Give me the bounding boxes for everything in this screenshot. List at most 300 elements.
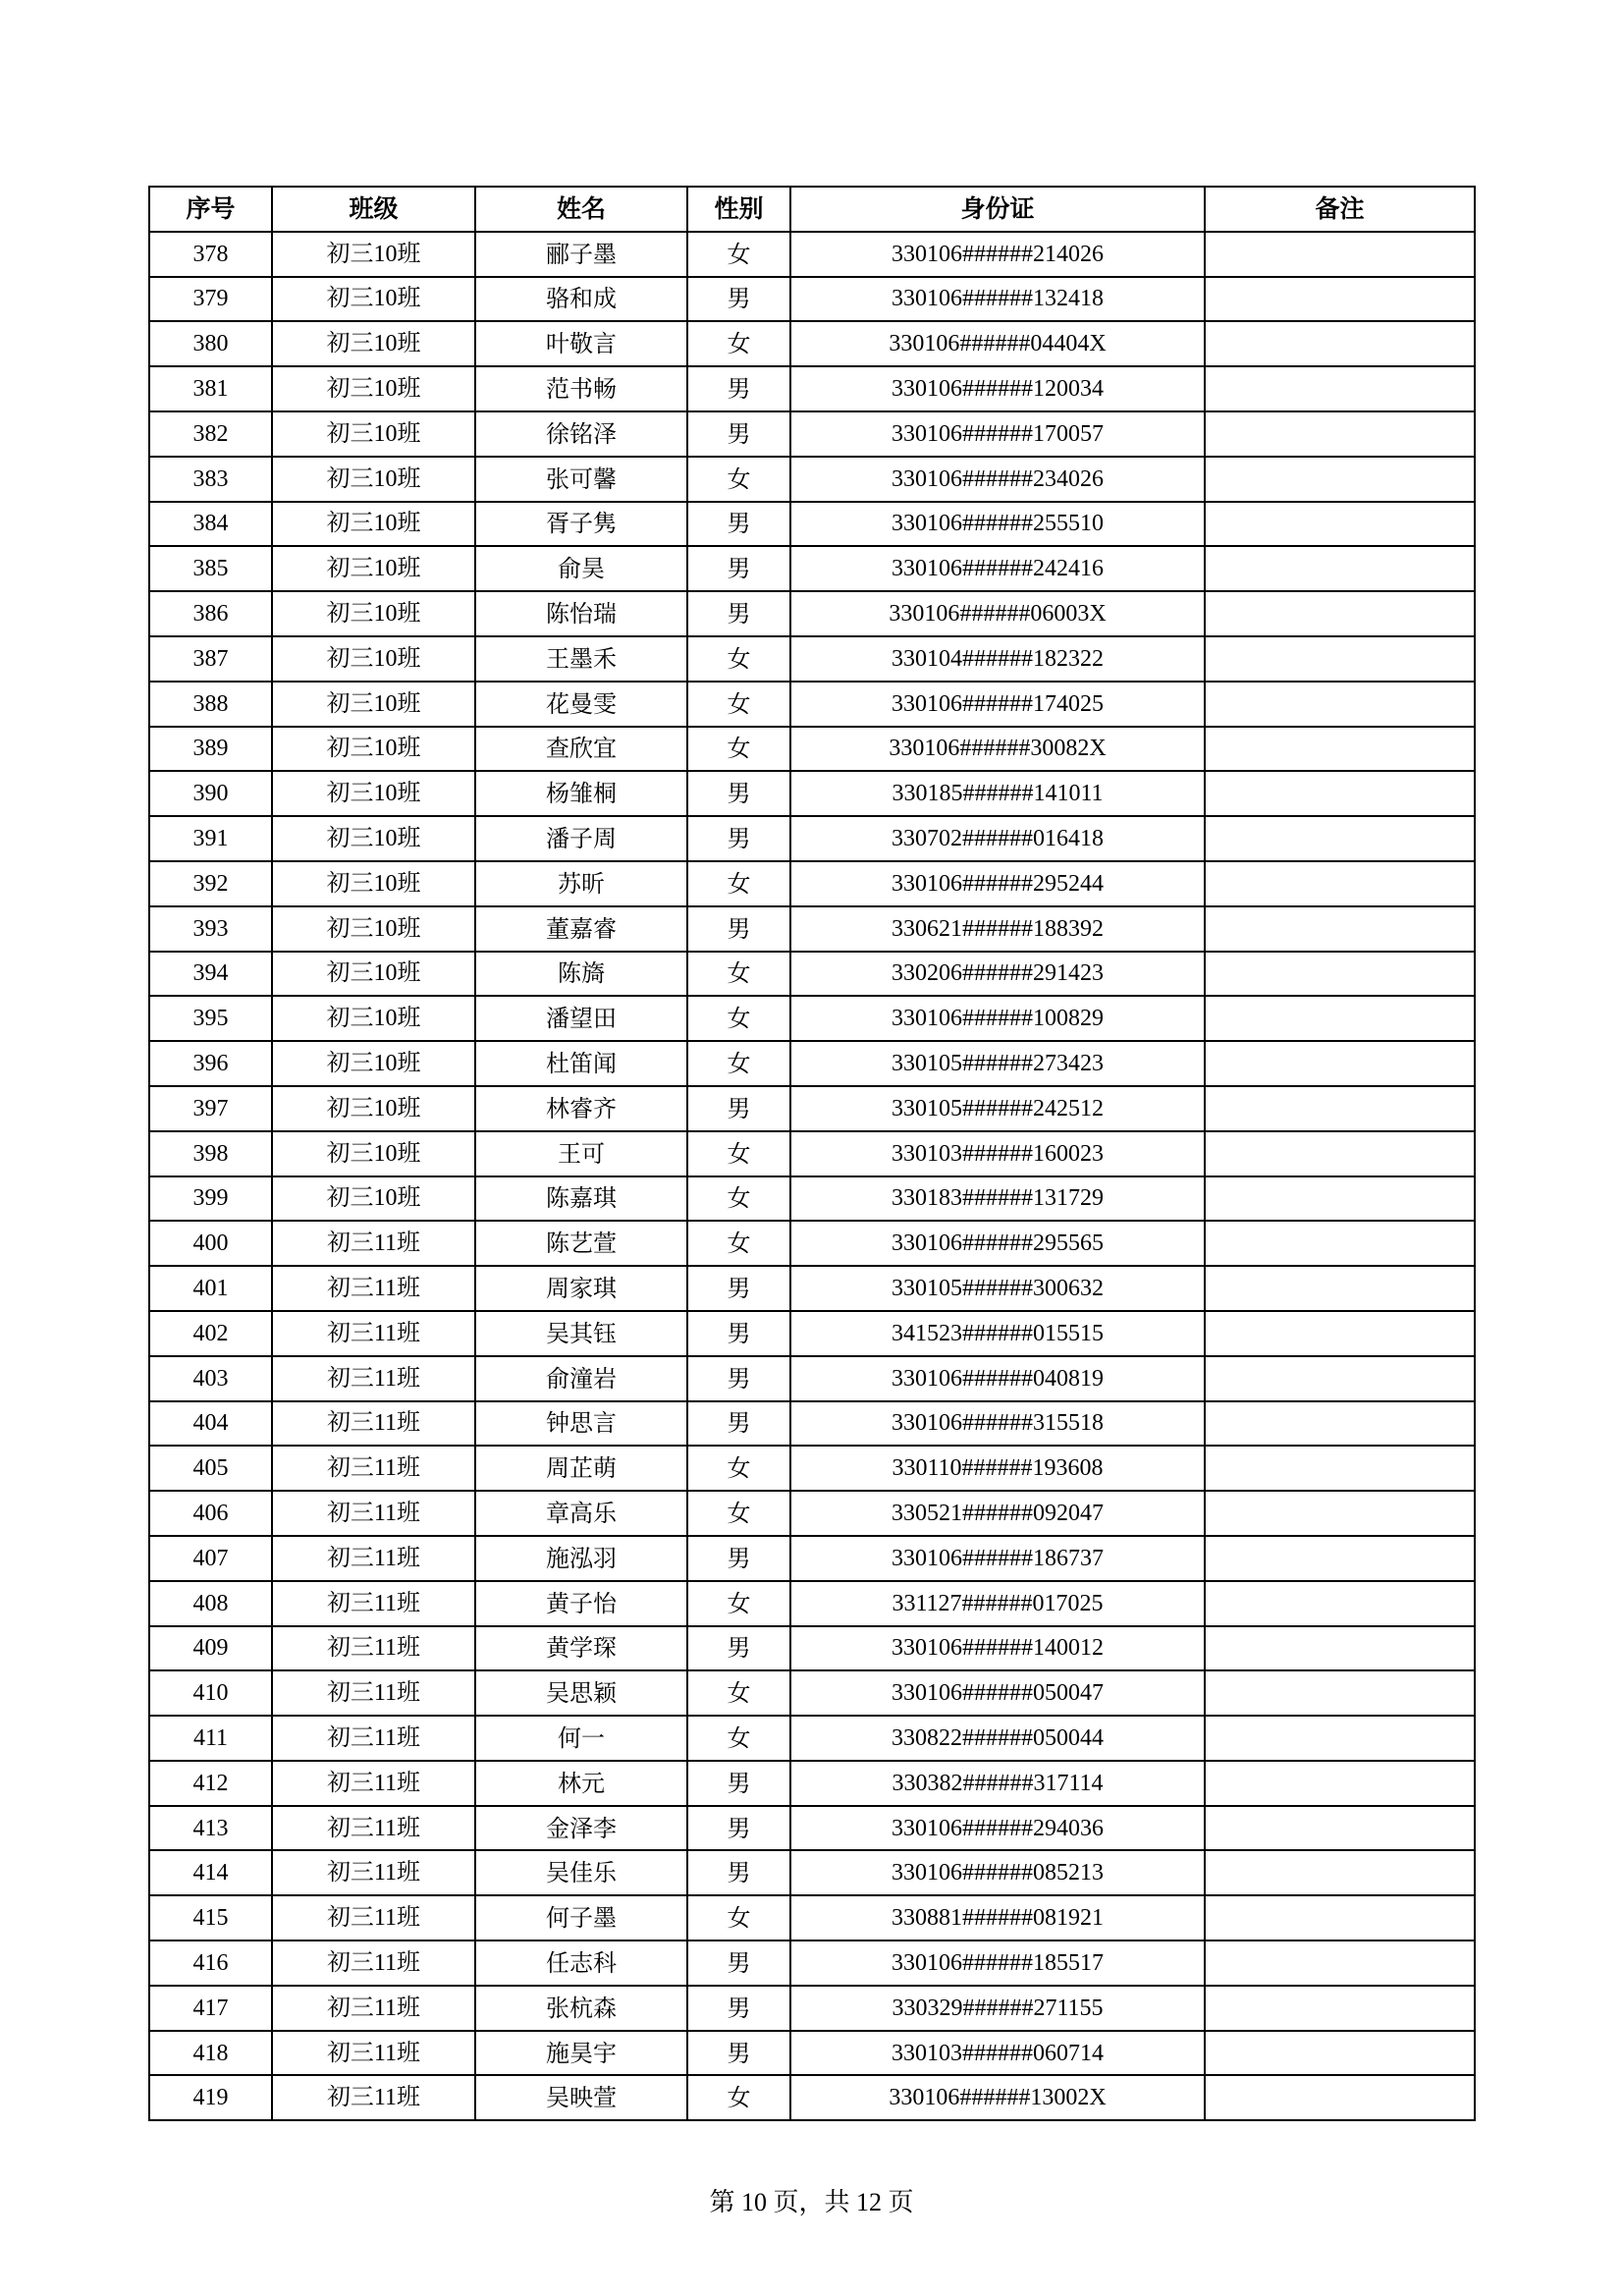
cell-name: 陈艺萱 bbox=[475, 1221, 687, 1266]
cell-remarks bbox=[1205, 1716, 1475, 1761]
student-roster-table bbox=[148, 186, 1476, 2121]
cell-seq: 390 bbox=[149, 771, 272, 816]
cell-gender: 女 bbox=[687, 1041, 790, 1086]
cell-id-number: 330329######271155 bbox=[790, 1986, 1205, 2031]
cell-class: 初三11班 bbox=[272, 1221, 475, 1266]
table-row bbox=[149, 411, 1475, 457]
cell-remarks bbox=[1205, 636, 1475, 682]
cell-seq: 385 bbox=[149, 546, 272, 591]
cell-gender: 女 bbox=[687, 1131, 790, 1176]
table-row bbox=[149, 1266, 1475, 1311]
table-row bbox=[149, 366, 1475, 411]
cell-remarks bbox=[1205, 996, 1475, 1041]
cell-remarks bbox=[1205, 411, 1475, 457]
cell-gender: 男 bbox=[687, 816, 790, 861]
cell-class: 初三10班 bbox=[272, 771, 475, 816]
cell-id-number: 330621######188392 bbox=[790, 906, 1205, 952]
header-seq: 序号 bbox=[149, 187, 272, 232]
cell-remarks bbox=[1205, 861, 1475, 906]
cell-name: 叶敬言 bbox=[475, 321, 687, 366]
cell-seq: 380 bbox=[149, 321, 272, 366]
cell-id-number: 330206######291423 bbox=[790, 952, 1205, 997]
table-row bbox=[149, 546, 1475, 591]
header-remarks: 备注 bbox=[1205, 187, 1475, 232]
table-row bbox=[149, 457, 1475, 502]
cell-remarks bbox=[1205, 1941, 1475, 1986]
cell-remarks bbox=[1205, 1041, 1475, 1086]
cell-remarks bbox=[1205, 366, 1475, 411]
cell-seq: 415 bbox=[149, 1895, 272, 1941]
cell-seq: 419 bbox=[149, 2075, 272, 2120]
cell-gender: 女 bbox=[687, 321, 790, 366]
cell-gender: 女 bbox=[687, 1446, 790, 1491]
cell-id-number: 330106######234026 bbox=[790, 457, 1205, 502]
table-row bbox=[149, 1806, 1475, 1851]
cell-class: 初三11班 bbox=[272, 1626, 475, 1671]
cell-id-number: 330104######182322 bbox=[790, 636, 1205, 682]
cell-gender: 女 bbox=[687, 1670, 790, 1716]
cell-remarks bbox=[1205, 1581, 1475, 1626]
header-id-number: 身份证 bbox=[790, 187, 1205, 232]
cell-name: 林睿齐 bbox=[475, 1086, 687, 1131]
cell-id-number: 330106######120034 bbox=[790, 366, 1205, 411]
cell-id-number: 330106######214026 bbox=[790, 232, 1205, 277]
cell-id-number: 330106######294036 bbox=[790, 1806, 1205, 1851]
cell-class: 初三11班 bbox=[272, 1850, 475, 1895]
cell-seq: 395 bbox=[149, 996, 272, 1041]
cell-seq: 398 bbox=[149, 1131, 272, 1176]
cell-id-number: 331127######017025 bbox=[790, 1581, 1205, 1626]
cell-remarks bbox=[1205, 1086, 1475, 1131]
cell-id-number: 330105######273423 bbox=[790, 1041, 1205, 1086]
cell-class: 初三10班 bbox=[272, 546, 475, 591]
cell-name: 徐铭泽 bbox=[475, 411, 687, 457]
table-row bbox=[149, 1446, 1475, 1491]
cell-name: 吴其钰 bbox=[475, 1311, 687, 1356]
cell-remarks bbox=[1205, 1536, 1475, 1581]
header-class: 班级 bbox=[272, 187, 475, 232]
table-row bbox=[149, 1491, 1475, 1536]
cell-remarks bbox=[1205, 1176, 1475, 1222]
cell-name: 杨雏桐 bbox=[475, 771, 687, 816]
cell-class: 初三11班 bbox=[272, 1446, 475, 1491]
cell-id-number: 330110######193608 bbox=[790, 1446, 1205, 1491]
cell-seq: 414 bbox=[149, 1850, 272, 1895]
cell-class: 初三11班 bbox=[272, 2031, 475, 2076]
cell-name: 郦子墨 bbox=[475, 232, 687, 277]
cell-seq: 407 bbox=[149, 1536, 272, 1581]
cell-class: 初三10班 bbox=[272, 952, 475, 997]
table-row bbox=[149, 771, 1475, 816]
table-row bbox=[149, 996, 1475, 1041]
cell-gender: 女 bbox=[687, 1221, 790, 1266]
cell-id-number: 330106######242416 bbox=[790, 546, 1205, 591]
cell-remarks bbox=[1205, 321, 1475, 366]
table-row bbox=[149, 2075, 1475, 2120]
table-row bbox=[149, 1176, 1475, 1222]
table-row bbox=[149, 1626, 1475, 1671]
cell-class: 初三10班 bbox=[272, 411, 475, 457]
cell-seq: 394 bbox=[149, 952, 272, 997]
cell-seq: 391 bbox=[149, 816, 272, 861]
cell-name: 金泽李 bbox=[475, 1806, 687, 1851]
cell-name: 张可馨 bbox=[475, 457, 687, 502]
cell-name: 俞潼岩 bbox=[475, 1356, 687, 1401]
cell-name: 俞昊 bbox=[475, 546, 687, 591]
cell-class: 初三10班 bbox=[272, 366, 475, 411]
cell-name: 周芷萌 bbox=[475, 1446, 687, 1491]
cell-gender: 男 bbox=[687, 906, 790, 952]
header-gender: 性别 bbox=[687, 187, 790, 232]
cell-remarks bbox=[1205, 682, 1475, 727]
cell-class: 初三10班 bbox=[272, 906, 475, 952]
table-row bbox=[149, 1670, 1475, 1716]
cell-id-number: 330106######30082X bbox=[790, 727, 1205, 772]
cell-gender: 男 bbox=[687, 411, 790, 457]
cell-id-number: 330105######300632 bbox=[790, 1266, 1205, 1311]
cell-seq: 392 bbox=[149, 861, 272, 906]
cell-seq: 410 bbox=[149, 1670, 272, 1716]
table-row bbox=[149, 1041, 1475, 1086]
cell-id-number: 330103######160023 bbox=[790, 1131, 1205, 1176]
table-row bbox=[149, 1401, 1475, 1447]
cell-class: 初三11班 bbox=[272, 2075, 475, 2120]
cell-remarks bbox=[1205, 2075, 1475, 2120]
cell-gender: 女 bbox=[687, 1895, 790, 1941]
cell-gender: 男 bbox=[687, 1356, 790, 1401]
table-row bbox=[149, 232, 1475, 277]
cell-remarks bbox=[1205, 546, 1475, 591]
cell-remarks bbox=[1205, 1986, 1475, 2031]
cell-class: 初三11班 bbox=[272, 1401, 475, 1447]
cell-seq: 389 bbox=[149, 727, 272, 772]
cell-name: 施泓羽 bbox=[475, 1536, 687, 1581]
cell-id-number: 330106######132418 bbox=[790, 277, 1205, 322]
cell-gender: 男 bbox=[687, 591, 790, 636]
table-row bbox=[149, 321, 1475, 366]
cell-remarks bbox=[1205, 816, 1475, 861]
cell-name: 胥子隽 bbox=[475, 502, 687, 547]
table-row bbox=[149, 1850, 1475, 1895]
cell-name: 杜笛闻 bbox=[475, 1041, 687, 1086]
table-row bbox=[149, 727, 1475, 772]
cell-remarks bbox=[1205, 1895, 1475, 1941]
cell-name: 黄子怡 bbox=[475, 1581, 687, 1626]
cell-name: 陈怡瑞 bbox=[475, 591, 687, 636]
cell-gender: 女 bbox=[687, 1176, 790, 1222]
cell-class: 初三10班 bbox=[272, 636, 475, 682]
table-row bbox=[149, 952, 1475, 997]
table-row bbox=[149, 816, 1475, 861]
cell-gender: 男 bbox=[687, 502, 790, 547]
cell-class: 初三11班 bbox=[272, 1806, 475, 1851]
cell-remarks bbox=[1205, 906, 1475, 952]
cell-class: 初三10班 bbox=[272, 277, 475, 322]
cell-seq: 386 bbox=[149, 591, 272, 636]
cell-seq: 405 bbox=[149, 1446, 272, 1491]
cell-remarks bbox=[1205, 1401, 1475, 1447]
cell-remarks bbox=[1205, 591, 1475, 636]
cell-seq: 400 bbox=[149, 1221, 272, 1266]
cell-seq: 413 bbox=[149, 1806, 272, 1851]
cell-name: 查欣宜 bbox=[475, 727, 687, 772]
cell-class: 初三11班 bbox=[272, 1986, 475, 2031]
cell-name: 骆和成 bbox=[475, 277, 687, 322]
cell-gender: 男 bbox=[687, 1311, 790, 1356]
cell-class: 初三11班 bbox=[272, 1941, 475, 1986]
cell-remarks bbox=[1205, 1356, 1475, 1401]
table-row bbox=[149, 1221, 1475, 1266]
cell-name: 任志科 bbox=[475, 1941, 687, 1986]
cell-class: 初三10班 bbox=[272, 1086, 475, 1131]
table-row bbox=[149, 1086, 1475, 1131]
cell-gender: 女 bbox=[687, 457, 790, 502]
cell-class: 初三10班 bbox=[272, 321, 475, 366]
cell-seq: 404 bbox=[149, 1401, 272, 1447]
cell-seq: 411 bbox=[149, 1716, 272, 1761]
cell-seq: 382 bbox=[149, 411, 272, 457]
table-row bbox=[149, 277, 1475, 322]
cell-id-number: 330105######242512 bbox=[790, 1086, 1205, 1131]
cell-name: 吴思颖 bbox=[475, 1670, 687, 1716]
cell-seq: 396 bbox=[149, 1041, 272, 1086]
cell-class: 初三11班 bbox=[272, 1670, 475, 1716]
cell-id-number: 330106######050047 bbox=[790, 1670, 1205, 1716]
cell-gender: 男 bbox=[687, 2031, 790, 2076]
cell-class: 初三11班 bbox=[272, 1266, 475, 1311]
cell-name: 何子墨 bbox=[475, 1895, 687, 1941]
cell-id-number: 330106######186737 bbox=[790, 1536, 1205, 1581]
cell-class: 初三10班 bbox=[272, 861, 475, 906]
table-row bbox=[149, 591, 1475, 636]
cell-name: 潘子周 bbox=[475, 816, 687, 861]
cell-remarks bbox=[1205, 1670, 1475, 1716]
cell-gender: 男 bbox=[687, 366, 790, 411]
cell-class: 初三10班 bbox=[272, 1176, 475, 1222]
cell-id-number: 330106######140012 bbox=[790, 1626, 1205, 1671]
cell-gender: 男 bbox=[687, 1941, 790, 1986]
cell-name: 陈旖 bbox=[475, 952, 687, 997]
cell-remarks bbox=[1205, 1806, 1475, 1851]
cell-remarks bbox=[1205, 1761, 1475, 1806]
cell-seq: 378 bbox=[149, 232, 272, 277]
cell-remarks bbox=[1205, 1266, 1475, 1311]
cell-class: 初三10班 bbox=[272, 232, 475, 277]
cell-gender: 男 bbox=[687, 771, 790, 816]
cell-gender: 女 bbox=[687, 861, 790, 906]
cell-remarks bbox=[1205, 502, 1475, 547]
cell-seq: 416 bbox=[149, 1941, 272, 1986]
cell-id-number: 330183######131729 bbox=[790, 1176, 1205, 1222]
cell-name: 王墨禾 bbox=[475, 636, 687, 682]
table-row bbox=[149, 1356, 1475, 1401]
cell-gender: 男 bbox=[687, 277, 790, 322]
cell-id-number: 330106######315518 bbox=[790, 1401, 1205, 1447]
cell-class: 初三11班 bbox=[272, 1581, 475, 1626]
cell-gender: 女 bbox=[687, 727, 790, 772]
cell-remarks bbox=[1205, 277, 1475, 322]
cell-id-number: 330103######060714 bbox=[790, 2031, 1205, 2076]
cell-class: 初三11班 bbox=[272, 1311, 475, 1356]
cell-class: 初三11班 bbox=[272, 1356, 475, 1401]
cell-name: 潘望田 bbox=[475, 996, 687, 1041]
page-number: 第 10 页，共 12 页 bbox=[709, 2188, 914, 2216]
table-row bbox=[149, 861, 1475, 906]
table-row bbox=[149, 2031, 1475, 2076]
cell-id-number: 330521######092047 bbox=[790, 1491, 1205, 1536]
cell-gender: 女 bbox=[687, 1716, 790, 1761]
cell-remarks bbox=[1205, 1311, 1475, 1356]
cell-seq: 403 bbox=[149, 1356, 272, 1401]
cell-class: 初三10班 bbox=[272, 502, 475, 547]
cell-name: 苏昕 bbox=[475, 861, 687, 906]
cell-class: 初三11班 bbox=[272, 1761, 475, 1806]
table-row bbox=[149, 1311, 1475, 1356]
cell-class: 初三10班 bbox=[272, 591, 475, 636]
cell-seq: 399 bbox=[149, 1176, 272, 1222]
cell-remarks bbox=[1205, 771, 1475, 816]
cell-id-number: 330106######100829 bbox=[790, 996, 1205, 1041]
cell-id-number: 330881######081921 bbox=[790, 1895, 1205, 1941]
cell-remarks bbox=[1205, 1491, 1475, 1536]
table-body bbox=[149, 232, 1475, 2120]
cell-gender: 男 bbox=[687, 1626, 790, 1671]
cell-seq: 384 bbox=[149, 502, 272, 547]
cell-seq: 388 bbox=[149, 682, 272, 727]
table-header-row bbox=[149, 187, 1475, 232]
cell-class: 初三10班 bbox=[272, 1131, 475, 1176]
table-row bbox=[149, 1581, 1475, 1626]
cell-id-number: 330106######06003X bbox=[790, 591, 1205, 636]
cell-class: 初三11班 bbox=[272, 1895, 475, 1941]
cell-remarks bbox=[1205, 1221, 1475, 1266]
cell-name: 董嘉睿 bbox=[475, 906, 687, 952]
table-row bbox=[149, 1716, 1475, 1761]
cell-seq: 417 bbox=[149, 1986, 272, 2031]
cell-seq: 412 bbox=[149, 1761, 272, 1806]
table-row bbox=[149, 1941, 1475, 1986]
cell-seq: 418 bbox=[149, 2031, 272, 2076]
cell-name: 黄学琛 bbox=[475, 1626, 687, 1671]
cell-remarks bbox=[1205, 2031, 1475, 2076]
table-row bbox=[149, 906, 1475, 952]
cell-id-number: 330106######295244 bbox=[790, 861, 1205, 906]
cell-seq: 397 bbox=[149, 1086, 272, 1131]
cell-gender: 女 bbox=[687, 1491, 790, 1536]
table-row bbox=[149, 502, 1475, 547]
cell-remarks bbox=[1205, 1446, 1475, 1491]
cell-seq: 408 bbox=[149, 1581, 272, 1626]
cell-gender: 男 bbox=[687, 546, 790, 591]
cell-name: 施昊宇 bbox=[475, 2031, 687, 2076]
cell-id-number: 330822######050044 bbox=[790, 1716, 1205, 1761]
cell-gender: 女 bbox=[687, 952, 790, 997]
cell-seq: 409 bbox=[149, 1626, 272, 1671]
cell-id-number: 330106######255510 bbox=[790, 502, 1205, 547]
table-row bbox=[149, 1895, 1475, 1941]
cell-gender: 女 bbox=[687, 1581, 790, 1626]
cell-id-number: 330106######040819 bbox=[790, 1356, 1205, 1401]
cell-class: 初三10班 bbox=[272, 682, 475, 727]
cell-id-number: 341523######015515 bbox=[790, 1311, 1205, 1356]
cell-name: 周家琪 bbox=[475, 1266, 687, 1311]
cell-class: 初三11班 bbox=[272, 1491, 475, 1536]
cell-remarks bbox=[1205, 1131, 1475, 1176]
cell-seq: 393 bbox=[149, 906, 272, 952]
cell-id-number: 330106######13002X bbox=[790, 2075, 1205, 2120]
cell-seq: 379 bbox=[149, 277, 272, 322]
cell-name: 林元 bbox=[475, 1761, 687, 1806]
cell-remarks bbox=[1205, 1626, 1475, 1671]
cell-id-number: 330106######185517 bbox=[790, 1941, 1205, 1986]
cell-class: 初三10班 bbox=[272, 457, 475, 502]
cell-id-number: 330106######170057 bbox=[790, 411, 1205, 457]
cell-name: 范书畅 bbox=[475, 366, 687, 411]
cell-name: 何一 bbox=[475, 1716, 687, 1761]
cell-name: 王可 bbox=[475, 1131, 687, 1176]
cell-gender: 男 bbox=[687, 1761, 790, 1806]
cell-name: 吴映萱 bbox=[475, 2075, 687, 2120]
cell-gender: 女 bbox=[687, 2075, 790, 2120]
cell-gender: 男 bbox=[687, 1266, 790, 1311]
cell-seq: 383 bbox=[149, 457, 272, 502]
cell-id-number: 330185######141011 bbox=[790, 771, 1205, 816]
cell-gender: 女 bbox=[687, 996, 790, 1041]
cell-gender: 女 bbox=[687, 232, 790, 277]
cell-seq: 406 bbox=[149, 1491, 272, 1536]
cell-id-number: 330106######295565 bbox=[790, 1221, 1205, 1266]
cell-remarks bbox=[1205, 232, 1475, 277]
table-row bbox=[149, 1761, 1475, 1806]
cell-class: 初三11班 bbox=[272, 1536, 475, 1581]
table-row bbox=[149, 682, 1475, 727]
cell-id-number: 330382######317114 bbox=[790, 1761, 1205, 1806]
cell-gender: 男 bbox=[687, 1086, 790, 1131]
cell-gender: 女 bbox=[687, 636, 790, 682]
cell-seq: 387 bbox=[149, 636, 272, 682]
cell-class: 初三10班 bbox=[272, 727, 475, 772]
cell-gender: 女 bbox=[687, 682, 790, 727]
table-row bbox=[149, 636, 1475, 682]
cell-remarks bbox=[1205, 952, 1475, 997]
cell-remarks bbox=[1205, 1850, 1475, 1895]
cell-name: 张杭森 bbox=[475, 1986, 687, 2031]
cell-name: 陈嘉琪 bbox=[475, 1176, 687, 1222]
cell-seq: 402 bbox=[149, 1311, 272, 1356]
cell-name: 章高乐 bbox=[475, 1491, 687, 1536]
table-row bbox=[149, 1536, 1475, 1581]
cell-id-number: 330702######016418 bbox=[790, 816, 1205, 861]
cell-name: 花曼雯 bbox=[475, 682, 687, 727]
cell-name: 钟思言 bbox=[475, 1401, 687, 1447]
cell-name: 吴佳乐 bbox=[475, 1850, 687, 1895]
cell-id-number: 330106######174025 bbox=[790, 682, 1205, 727]
cell-seq: 381 bbox=[149, 366, 272, 411]
cell-class: 初三10班 bbox=[272, 1041, 475, 1086]
cell-class: 初三10班 bbox=[272, 816, 475, 861]
cell-id-number: 330106######04404X bbox=[790, 321, 1205, 366]
header-name: 姓名 bbox=[475, 187, 687, 232]
cell-gender: 男 bbox=[687, 1850, 790, 1895]
cell-gender: 男 bbox=[687, 1536, 790, 1581]
cell-gender: 男 bbox=[687, 1401, 790, 1447]
cell-remarks bbox=[1205, 727, 1475, 772]
cell-class: 初三11班 bbox=[272, 1716, 475, 1761]
cell-remarks bbox=[1205, 457, 1475, 502]
cell-id-number: 330106######085213 bbox=[790, 1850, 1205, 1895]
cell-seq: 401 bbox=[149, 1266, 272, 1311]
cell-gender: 男 bbox=[687, 1806, 790, 1851]
